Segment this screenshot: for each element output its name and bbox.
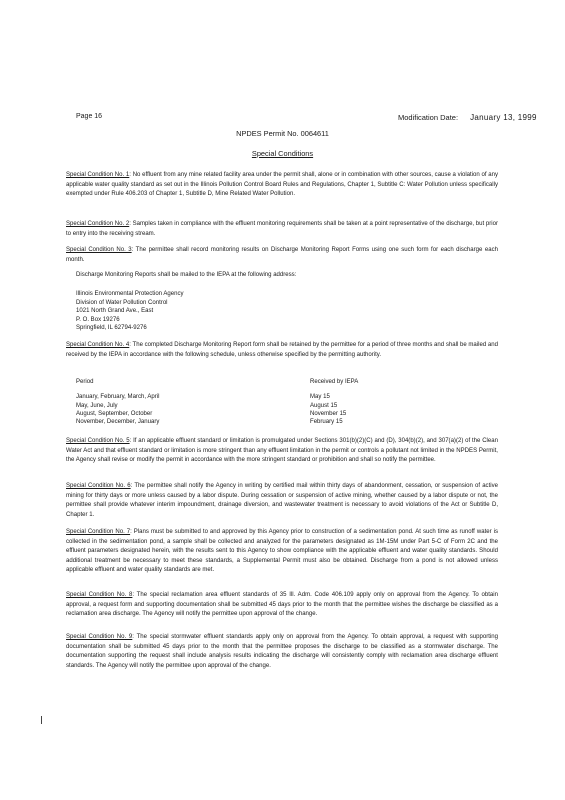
special-condition-8 [66, 591, 498, 620]
permit-number: NPDES Permit No. 0064611 [236, 129, 329, 138]
schedule-header-received: Received by IEPA [310, 379, 359, 385]
condition-text: : The permittee shall notify the Agency in writing by certified mail within thirty days of abandonment, cessation, or suspension of active mining for thirty days or more unless caused by a labor dispute. During cessation or suspension of active mining, whether caused by a labor dispute or not, the permittee shall provide whatever interim impoundment, drainage diversion, and wastewater treatment is necessary to avoid violations of the Act or Subtitle D, Chapter 1. [66, 483, 498, 518]
modification-date [398, 113, 537, 122]
address-line: Division of Water Pollution Control [76, 299, 168, 306]
condition-text: : Samples taken in compliance with the effluent monitoring requirements shall be taken at a point representative of the discharge, but prior to entry into the receiving stream. [66, 221, 498, 237]
condition-text: : The special reclamation area effluent standards of 35 Ill. Adm. Code 406.109 apply only on approval from the Agency. To obtain approval, a request form and supporting documentation shall be submitted 45 days prior to the month that the permittee wishes the discharge be classified as a reclamation area discharge. The Agency will notify the permittee upon approval of the change. [66, 592, 498, 618]
special-condition-4 [66, 341, 498, 360]
schedule-received: November 15 [310, 410, 347, 417]
condition-label: Special Condition No. 4 [66, 342, 130, 348]
condition-text: : The permittee shall record monitoring results on Discharge Monitoring Report Forms using one such form for each discharge each month. [66, 247, 498, 263]
schedule-received: May 15 [310, 394, 330, 401]
condition-label: Special Condition No. 6 [66, 483, 131, 489]
condition-label: Special Condition No. 5 [66, 438, 130, 444]
modification-date-value: January 13, 1999 [470, 113, 537, 122]
address-line: 1021 North Grand Ave., East [76, 308, 154, 315]
schedule-period: August, September, October [76, 410, 153, 417]
condition-text: : The special stormwater effluent standards apply only on approval from the Agency. To obtain approval, a request with supporting documentation shall be submitted 45 days prior to the month that the permittee proposes the discharge to be classified as a stormwater discharge. The documentation supporting the request shall include analysis results indicating the discharge will consistently comply with reclamation area discharge effluent standards. The Agency will notify the permittee upon approval of the change. [66, 634, 498, 669]
schedule-period: January, February, March, April [76, 394, 160, 401]
schedule-header [76, 378, 496, 386]
address-line: Illinois Environmental Protection Agency [76, 291, 184, 297]
special-condition-1 [66, 171, 498, 200]
condition-label: Special Condition No. 9 [66, 634, 133, 640]
page-number: Page 16 [76, 113, 103, 120]
schedule-row [76, 393, 496, 401]
scan-artifact [41, 716, 42, 724]
special-condition-3 [66, 246, 498, 265]
special-condition-7 [66, 528, 498, 576]
address-line: Springfield, IL 62794-9276 [76, 325, 147, 332]
condition-label: Special Condition No. 2 [66, 221, 130, 227]
section-title: Special Conditions [251, 149, 314, 158]
schedule-period: May, June, July [76, 402, 118, 409]
condition-text: : Plans must be submitted to and approved by this Agency prior to construction of a sedimentation pond. At such time as runoff water is collected in the sedimentation pond, a sample shall be collected and analyzed for the parameters designated as 1M-15M under Part 5-C of Form 2C and the effluent parameters designated herein, with the results sent to this Agency to show compliance with the applicable effluent and water quality standards. Should additional treatment be necessary to meet these standards, a Supplemental Permit must also be obtained. Discharge from a pond is not allowed unless applicable effluent and water quality standards are met. [66, 529, 498, 574]
condition-label: Special Condition No. 8 [66, 592, 133, 598]
special-condition-9 [66, 633, 498, 671]
special-condition-5 [66, 437, 498, 466]
condition-text: : No effluent from any mine related facility area under the permit shall, alone or in combination with other sources, cause a violation of any applicable water quality standard as set out in the Illinois Pollution Control Board Rules and Regulations, Chapter 1, Subtitle C: Water Pollution unless specifically exempted under Rule 406.203 of Chapter 1, Subtitle D, Mine Related Water Pollution. [66, 172, 498, 198]
address-line: P. O. Box 19276 [76, 316, 120, 323]
schedule-row [76, 418, 496, 426]
reporting-schedule [76, 378, 496, 426]
schedule-row [76, 410, 496, 418]
mailing-address [76, 290, 184, 333]
schedule-received: February 15 [310, 419, 343, 426]
mailing-instructions: Discharge Monitoring Reports shall be mailed to the IEPA at the following address: [76, 272, 297, 278]
modification-date-label: Modification Date: [398, 113, 459, 122]
condition-label: Special Condition No. 1 [66, 172, 130, 178]
condition-label: Special Condition No. 3 [66, 247, 132, 253]
special-condition-2 [66, 220, 498, 239]
schedule-row [76, 402, 496, 410]
condition-text: : The completed Discharge Monitoring Report form shall be retained by the permittee for a period of three months and shall be mailed and received by the IEPA in accordance with the following schedule, unless otherwise specified by the permitting authority. [66, 342, 499, 358]
special-condition-6 [66, 482, 498, 520]
condition-label: Special Condition No. 7 [66, 529, 131, 535]
condition-text: : If an applicable effluent standard or limitation is promulgated under Sections 301(b)(2)(C) and (D), 304(b)(2), and 307(a)(2) of the Clean Water Act and that effluent standard or limitation is more stringent than any effluent limitation in the permit or controls a pollutant not limited in the NPDES Permit, the Agency shall revise or modify the permit in accordance with the more stringent standard or prohibition and shall so notify the permittee. [66, 438, 498, 464]
schedule-header-period: Period [76, 379, 94, 385]
schedule-received: August 15 [310, 402, 338, 409]
schedule-period: November, December, January [76, 419, 160, 426]
